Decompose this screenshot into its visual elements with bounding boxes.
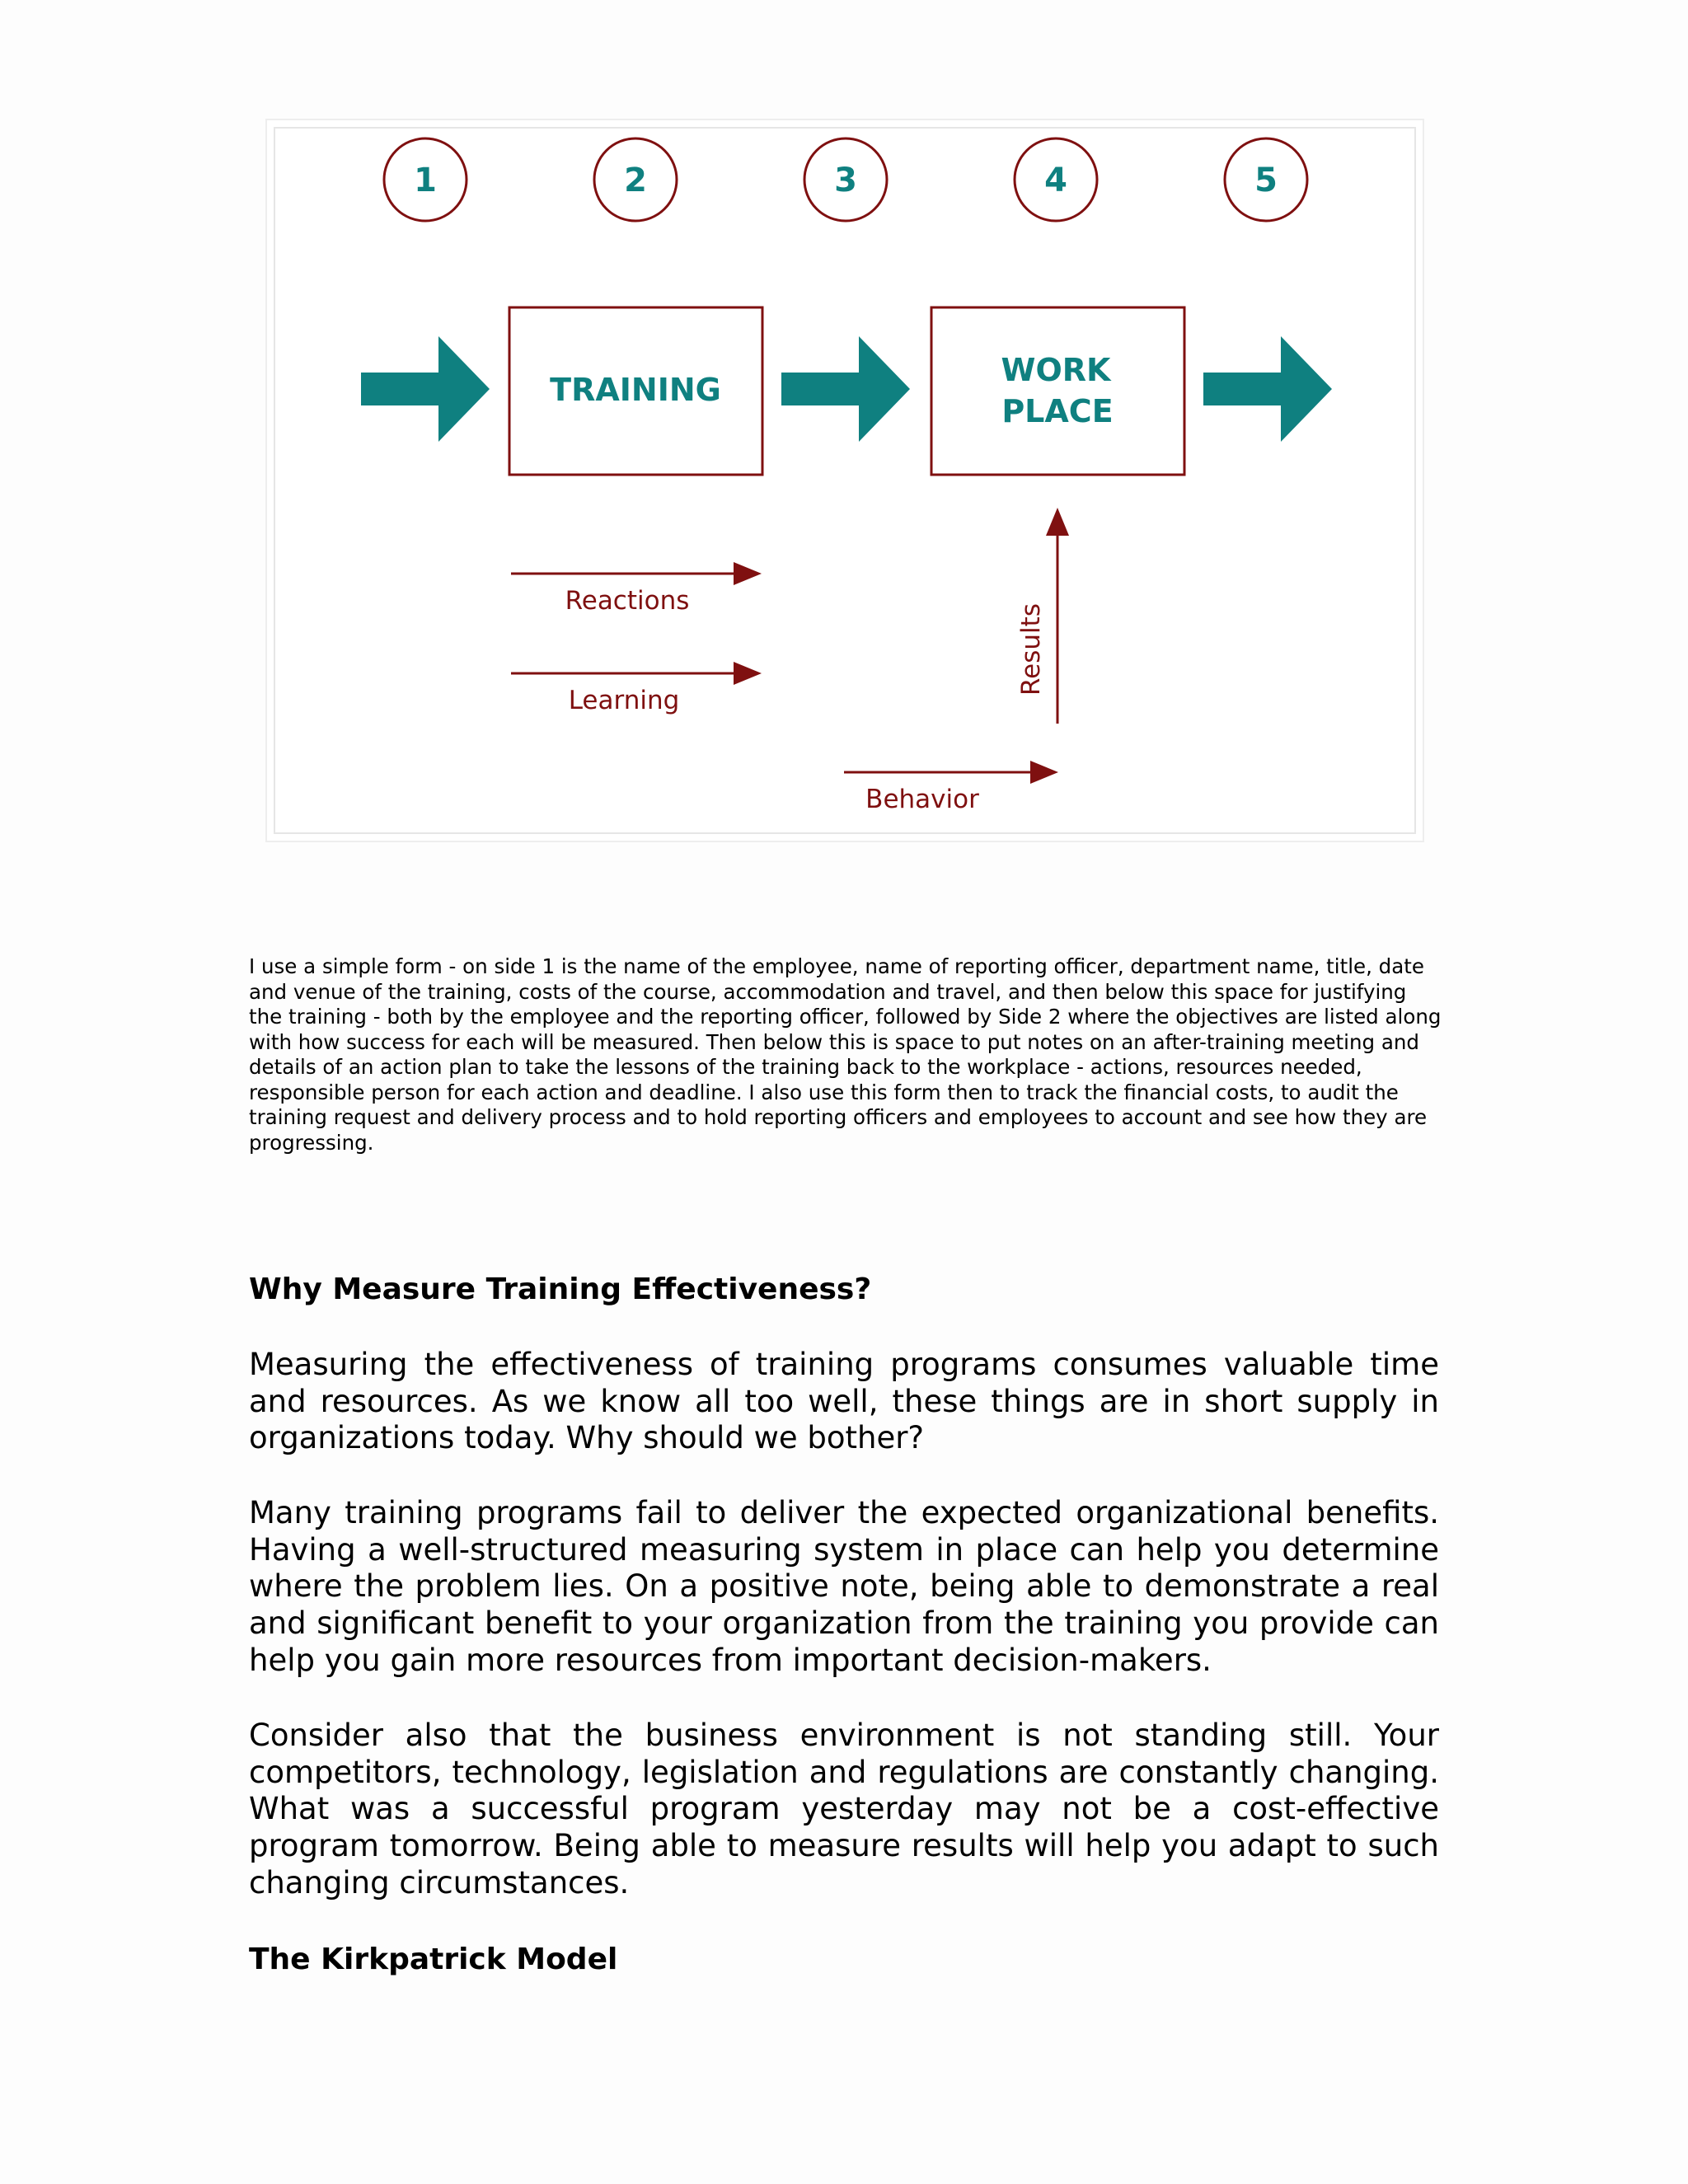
level-number-2: 2 — [624, 162, 647, 199]
training-to-workplace-arrow-icon — [781, 336, 910, 442]
level-number-3: 3 — [834, 162, 857, 199]
results-arrowhead-icon — [1046, 508, 1069, 536]
heading-why-measure: Why Measure Training Effectiveness? — [249, 1272, 872, 1306]
paragraph-why-1: Measuring the effectiveness of training programs consumes valuable time and resources. As we know all too well, these things are in short supply in organizations today. Why should we bother? — [249, 1347, 1439, 1456]
training-label: TRAINING — [550, 372, 721, 408]
output-arrow-icon — [1203, 336, 1332, 442]
behavior-arrow — [844, 761, 1058, 814]
learning-arrow — [511, 662, 762, 715]
level-circle-1 — [384, 138, 467, 221]
learning-label: Learning — [568, 686, 680, 715]
paragraph-why-3: Consider also that the business environment is not standing still. Your competitors, technology, legislation and regulations are constantly changing. What was a successful program yesterday may not be a cost-effective program tomorrow. Being able to measure results will help you adapt to such changing circumstances. — [249, 1718, 1439, 1900]
level-circle-3 — [804, 138, 887, 221]
paragraph-why-2: Many training programs fail to deliver the expected organizational benefits. Having a well-structured measuring system in place can help you determine where the problem lies. On a positive note, being able to demonstrate a real and significant benefit to your organization from the training you provide can help you gain more resources from important decision-makers. — [249, 1495, 1439, 1678]
level-number-1: 1 — [414, 162, 437, 199]
results-arrow — [1016, 508, 1069, 724]
input-arrow-icon — [361, 336, 490, 442]
workplace-label-line1: WORK — [1001, 352, 1111, 388]
reactions-label: Reactions — [565, 586, 690, 616]
reactions-arrow — [511, 562, 762, 616]
reactions-arrowhead-icon — [734, 562, 762, 585]
level-number-4: 4 — [1044, 162, 1067, 199]
learning-arrowhead-icon — [734, 662, 762, 685]
training-box — [509, 307, 762, 475]
heading-kirkpatrick-model: The Kirkpatrick Model — [249, 1943, 618, 1976]
results-label: Results — [1016, 603, 1046, 696]
behavior-arrowhead-icon — [1030, 761, 1058, 784]
kirkpatrick-diagram — [265, 119, 1424, 842]
intro-paragraph: I use a simple form - on side 1 is the name of the employee, name of reporting officer, department name, title, date and venue of the training, costs of the course, accommodation and travel, and then below this space for justifying the training - both by the employee and the reporting officer, followed by Side 2 where the objectives are listed along with how success for each will be measured. Then below this is space to put notes on an after-training meeting and details of an action plan to take the lessons of the training back to the workplace - actions, resources needed, responsible person for each action and deadline. I also use this form then to track the financial costs, to audit the training request and delivery process and to hold reporting officers and employees to account and see how they are progressing. — [249, 954, 1442, 1155]
behavior-label: Behavior — [865, 785, 979, 814]
level-number-5: 5 — [1254, 162, 1278, 199]
diagram-canvas — [267, 120, 1423, 841]
workplace-label-line2: PLACE — [1001, 393, 1114, 429]
level-circle-4 — [1015, 138, 1097, 221]
level-circle-5 — [1225, 138, 1307, 221]
workplace-box — [931, 307, 1184, 475]
level-circle-2 — [594, 138, 677, 221]
